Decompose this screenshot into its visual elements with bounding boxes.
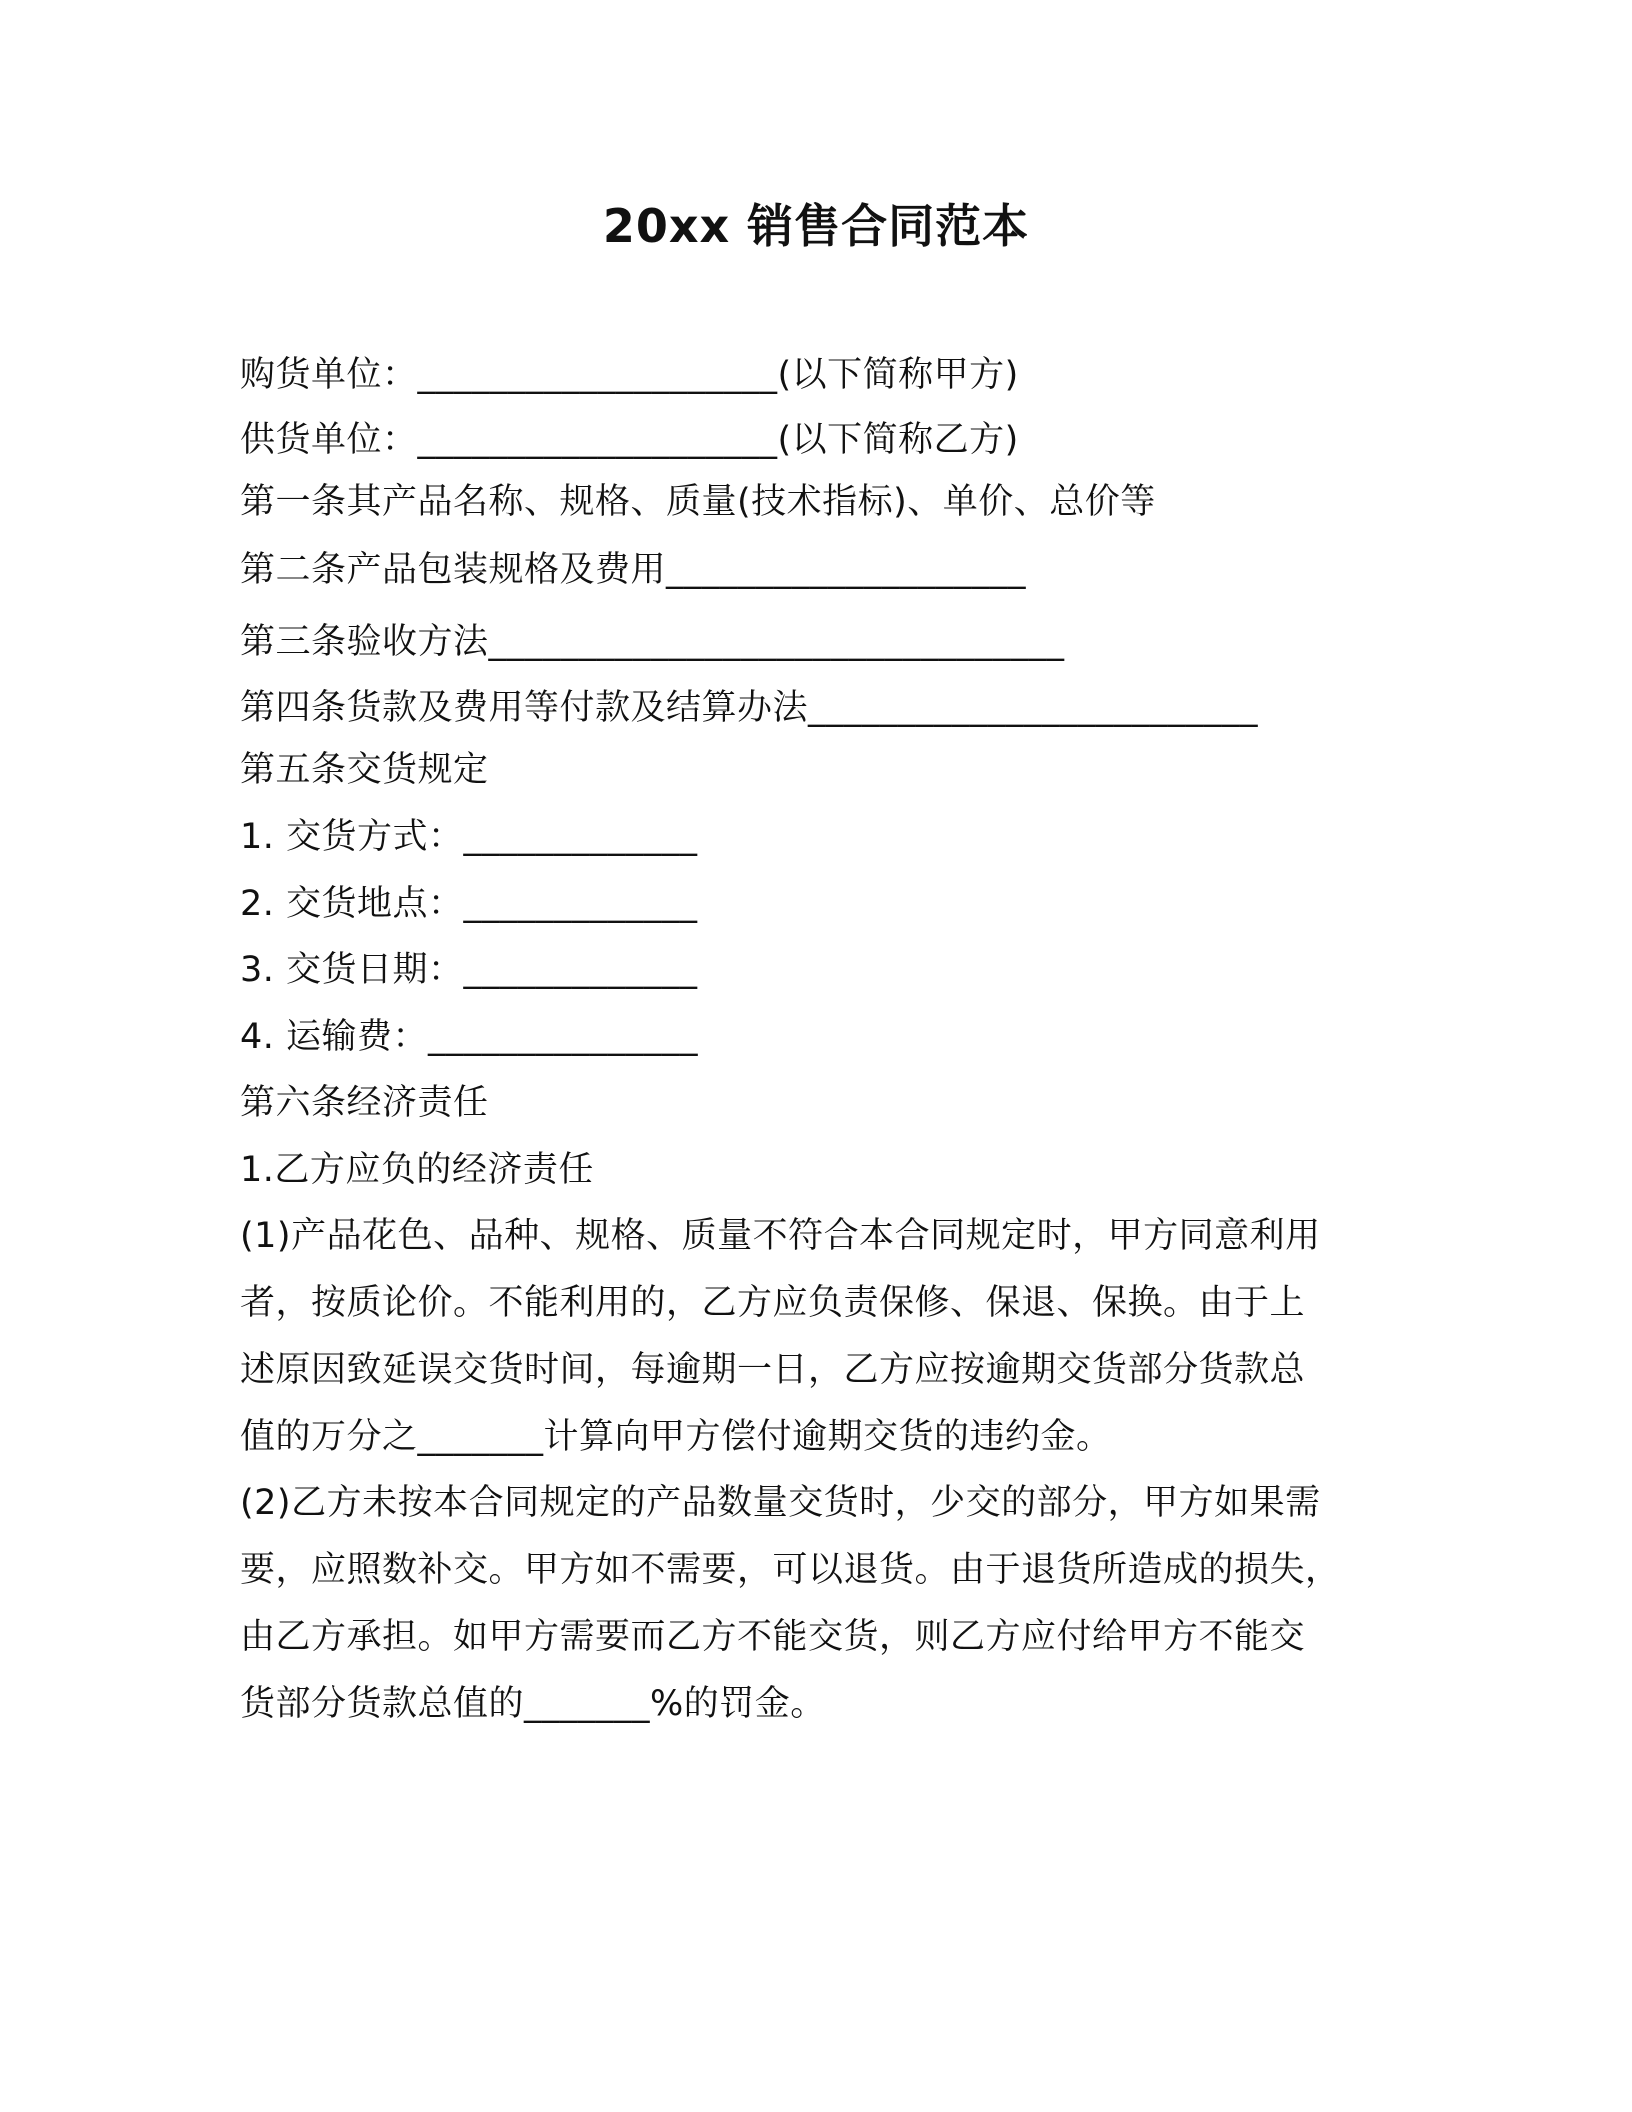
delivery-date: 3. 交货日期：_____________ xyxy=(240,950,698,990)
buyer-line: 购货单位：____________________(以下简称甲方) xyxy=(240,355,1019,395)
clause-2-line: 由乙方承担。如甲方需要而乙方不能交货，则乙方应付给甲方不能交 xyxy=(240,1617,1306,1657)
supplier-line: 供货单位：____________________(以下简称乙方) xyxy=(240,420,1019,460)
delivery-method: 1. 交货方式：_____________ xyxy=(240,817,698,857)
clause-2-line: 要，应照数补交。甲方如不需要，可以退货。由于退货所造成的损失， xyxy=(240,1550,1341,1590)
clause-2-line: (2)乙方未按本合同规定的产品数量交货时，少交的部分，甲方如果需 xyxy=(240,1483,1321,1523)
article-4: 第四条货款及费用等付款及结算办法_________________________ xyxy=(240,688,1259,728)
delivery-place: 2. 交货地点：_____________ xyxy=(240,884,698,924)
clause-1-line: 述原因致延误交货时间，每逾期一日，乙方应按逾期交货部分货款总 xyxy=(240,1350,1306,1390)
article-1: 第一条其产品名称、规格、质量(技术指标)、单价、总价等 xyxy=(240,482,1156,522)
article-3: 第三条验收方法________________________________ xyxy=(240,622,1065,662)
transport-fee: 4. 运输费：_______________ xyxy=(240,1017,699,1057)
clause-1-line: 者，按质论价。不能利用的，乙方应负责保修、保退、保换。由于上 xyxy=(240,1283,1306,1323)
article-5: 第五条交货规定 xyxy=(240,750,489,790)
seller-liability-heading: 1.乙方应负的经济责任 xyxy=(240,1150,594,1190)
clause-2-line: 货部分货款总值的_______%的罚金。 xyxy=(240,1684,826,1724)
clause-1-line: (1)产品花色、品种、规格、质量不符合本合同规定时，甲方同意利用 xyxy=(240,1216,1321,1256)
page-title: 20xx 销售合同范本 xyxy=(602,199,1030,253)
article-2: 第二条产品包装规格及费用____________________ xyxy=(240,550,1027,590)
clause-1-paragraph xyxy=(240,1203,1390,1471)
article-6: 第六条经济责任 xyxy=(240,1083,489,1123)
clause-2-paragraph xyxy=(240,1470,1390,1738)
clause-1-line: 值的万分之_______计算向甲方偿付逾期交货的违约金。 xyxy=(240,1417,1112,1457)
